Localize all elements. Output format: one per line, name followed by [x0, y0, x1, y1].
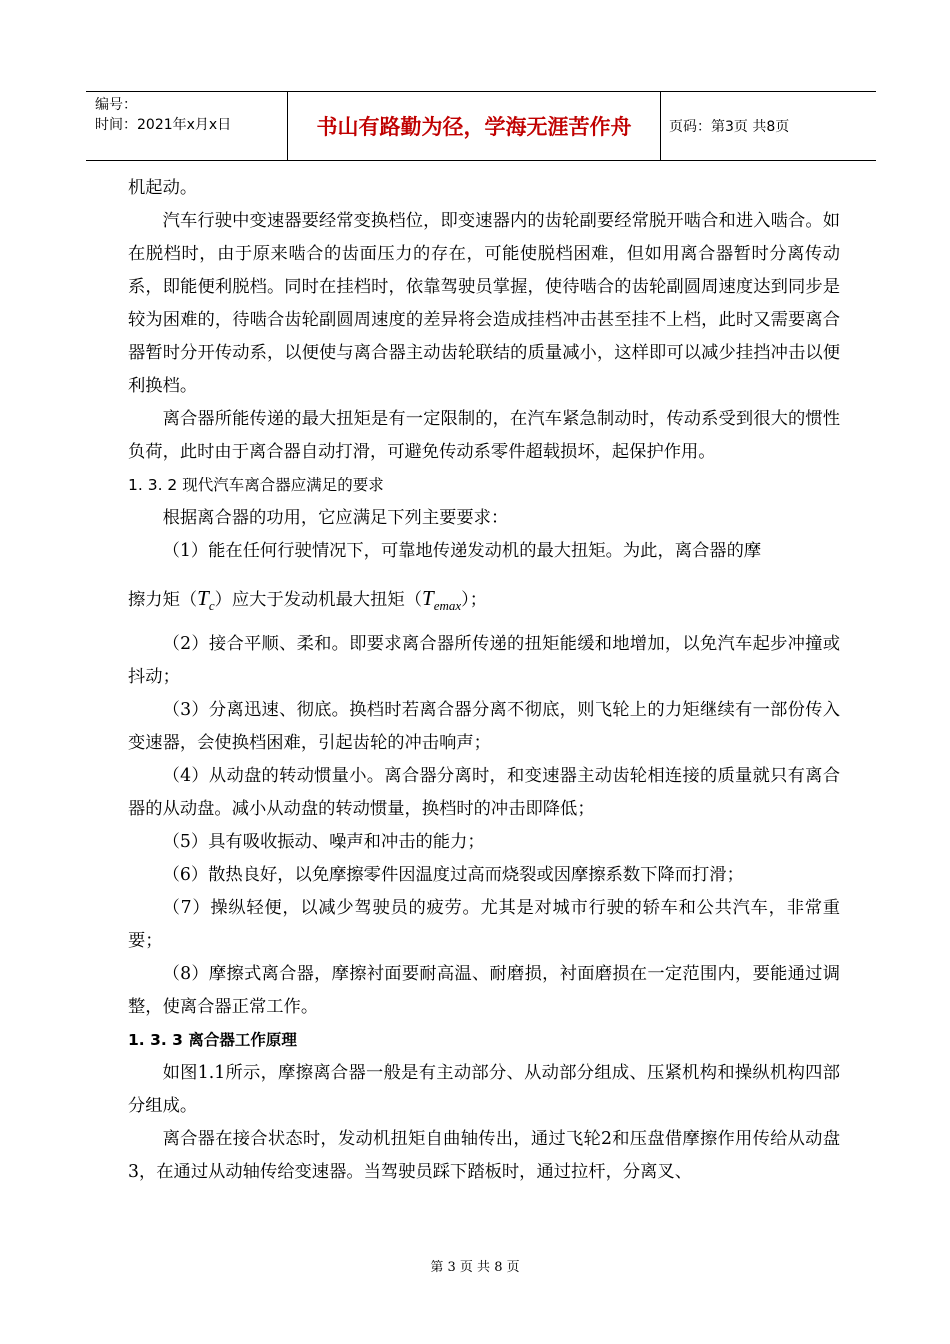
paragraph: 根据离合器的功用，它应满足下列主要要求：	[162, 508, 509, 528]
tc-symbol: $T_c$	[197, 586, 215, 614]
requirement-7: （7）操纵轻便，以减少驾驶员的疲劳。尤其是对城市行驶的轿车和公共汽车，非常重要；	[128, 898, 840, 951]
requirement-2: （2）接合平顺、柔和。即要求离合器所传递的扭矩能缓和地增加，以免汽车起步冲撞或抖动；	[128, 634, 840, 687]
requirement-1-formula-line	[128, 568, 840, 628]
requirement-3: （3）分离迅速、彻底。换档时若离合器分离不彻底，则飞轮上的力矩继续有一部份传入变速器，会使换档困难，引起齿轮的冲击响声；	[128, 700, 840, 753]
header-motto: 书山有路勤为径，学海无涯苦作舟	[288, 92, 661, 160]
paragraph: 如图1.1所示，摩擦离合器一般是有主动部分、从动部分组成、压紧机构和操纵机构四部分组成。	[128, 1063, 840, 1116]
header-info-cell	[86, 92, 288, 160]
time-label: 时间：2021年x月x日	[95, 117, 232, 133]
section-heading-1-3-2: 1. 3. 2 现代汽车离合器应满足的要求	[128, 476, 384, 494]
header-page-info: 页码：第3页 共8页	[669, 119, 790, 135]
page-header	[86, 91, 876, 161]
document-body	[128, 172, 840, 1189]
requirement-1: （1）能在任何行驶情况下，可靠地传递发动机的最大扭矩。为此，离合器的摩	[162, 541, 762, 561]
paragraph: 离合器在接合状态时，发动机扭矩自曲轴传出，通过飞轮2和压盘借摩擦作用传给从动盘3，在通过从动轴传给变速器。当驾驶员踩下踏板时，通过拉杆，分离叉、	[128, 1129, 840, 1182]
formula-text: ）；	[461, 590, 488, 610]
paragraph: 汽车行驶中变速器要经常变换档位，即变速器内的齿轮副要经常脱开啮合和进入啮合。如在脱档时，由于原来啮合的齿面压力的存在，可能使脱档困难，但如用离合器暂时分离传动系，即能便利脱档。同时在挂档时，依靠驾驶员掌握，使待啮合的齿轮副圆周速度达到同步是较为困难的，待啮合齿轮副圆周速度的差异将会造成挂档冲击甚至挂不上档，此时又需要离合器暂时分开传动系，以便使与离合器主动齿轮联结的质量减小，这样即可以减少挂挡冲击以便利换档。	[128, 211, 840, 396]
requirement-6: （6）散热良好，以免摩擦零件因温度过高而烧裂或因摩擦系数下降而打滑；	[162, 865, 744, 885]
formula-text: ）应大于发动机最大扭矩（	[214, 590, 422, 610]
requirement-5: （5）具有吸收振动、噪声和冲击的能力；	[162, 832, 485, 852]
paragraph: 离合器所能传递的最大扭矩是有一定限制的，在汽车紧急制动时，传动系受到很大的惯性负荷，此时由于离合器自动打滑，可避免传动系零件超载损坏，起保护作用。	[128, 409, 840, 462]
section-heading-1-3-3: 1. 3. 3 离合器工作原理	[128, 1031, 297, 1049]
temax-symbol: $T_{emax}$	[422, 586, 462, 614]
requirement-4: （4）从动盘的转动惯量小。离合器分离时，和变速器主动齿轮相连接的质量就只有离合器的从动盘。减小从动盘的转动惯量，换档时的冲击即降低；	[128, 766, 840, 819]
number-label: 编号：	[95, 97, 137, 113]
requirement-8: （8）摩擦式离合器，摩擦衬面要耐高温、耐磨损，衬面磨损在一定范围内，要能通过调整，使离合器正常工作。	[128, 964, 840, 1017]
formula-text: 擦力矩（	[128, 590, 198, 610]
page-footer: 第 3 页 共 8 页	[430, 1260, 520, 1275]
paragraph: 机起动。	[128, 178, 198, 198]
